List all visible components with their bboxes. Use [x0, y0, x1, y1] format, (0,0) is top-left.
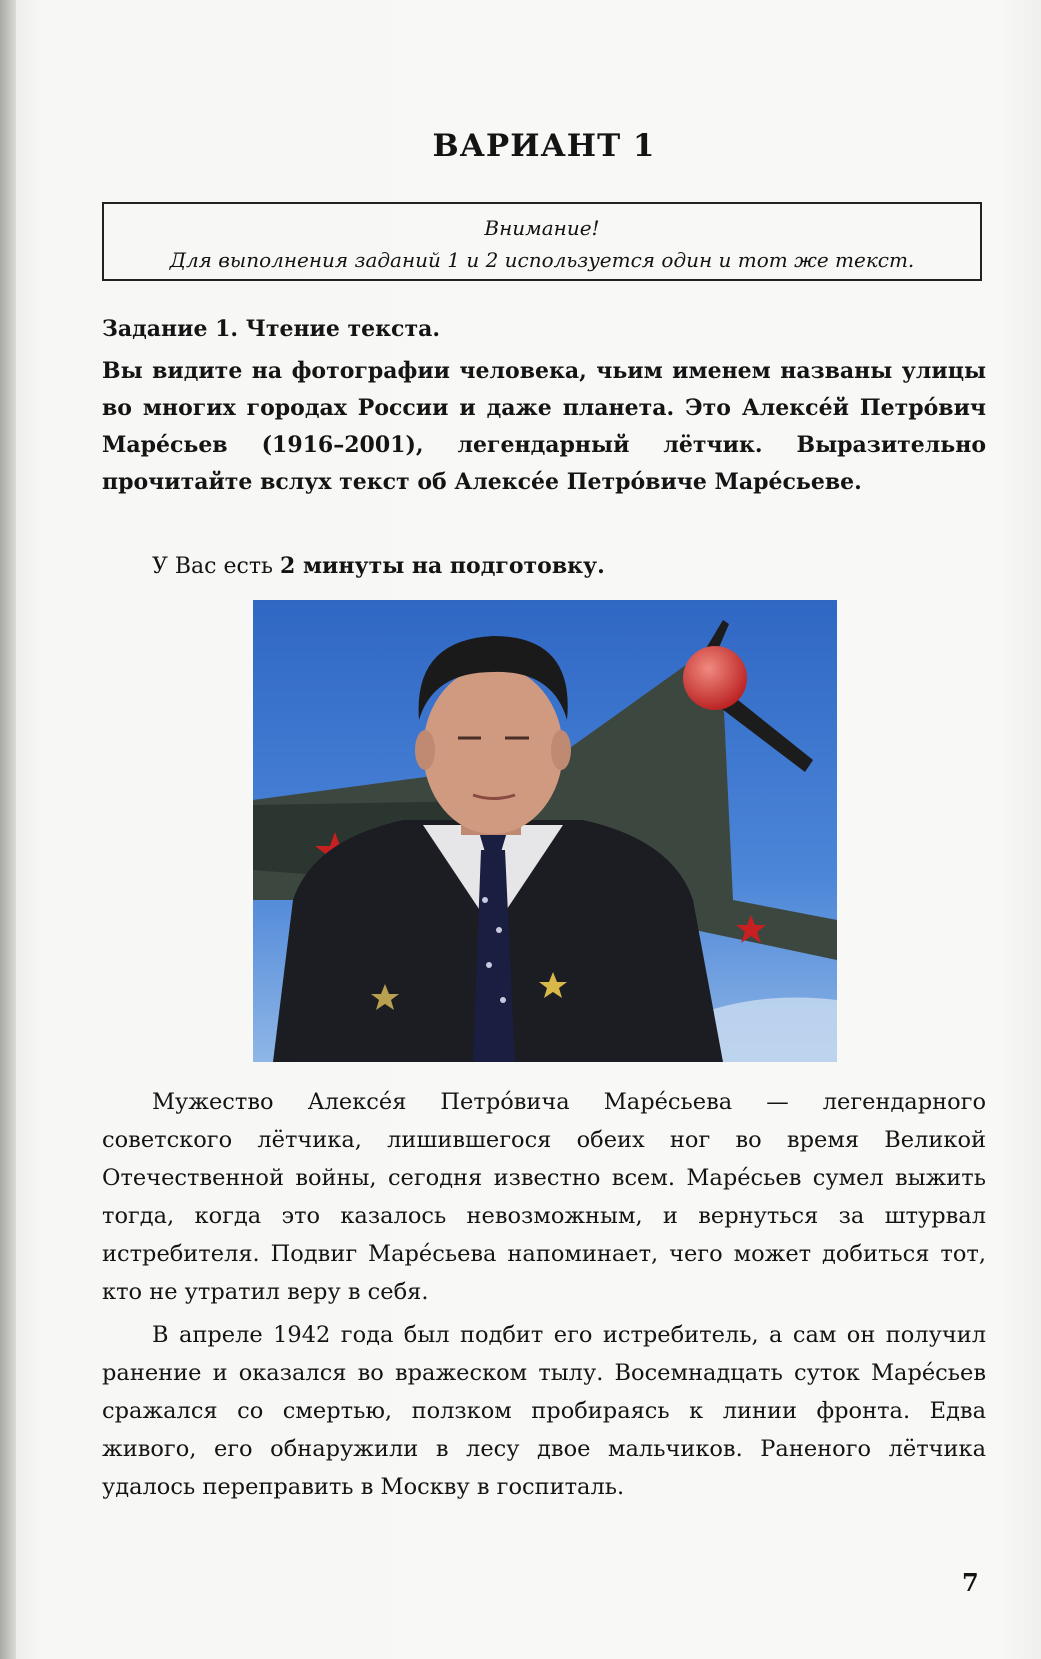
page-number: 7	[962, 1568, 979, 1597]
paragraph-2: В апреле 1942 года был подбит его истребитель, а сам он получил ранение и оказался во вражеском тылу. Восемнадцать суток Маре́сьев сражался со смертью, ползком пробираясь к линии фронта. Едва живого, его обнаружили в лесу двое мальчиков. Раненого лётчика удалось переправить в Москву в госпиталь.	[102, 1322, 986, 1500]
page-title: ВАРИАНТ 1	[432, 128, 656, 164]
notice-box	[102, 202, 982, 281]
task-heading: Задание 1. Чтение текста.	[102, 316, 440, 342]
preparation-time	[152, 553, 605, 579]
paragraph-1: Мужество Алексе́я Петро́вича Маре́сьева — легендарного советского лётчика, лишившегося обеих ног во время Великой Отечественной войны, сегодня известно всем. Маре́сьев сумел выжить тогда, когда это казалось невозможным, и вернуться за штурвал истребителя. Подвиг Маре́сьева напоминает, чего может добиться тот, кто не утратил веру в себя.	[102, 1089, 986, 1305]
notice-heading: Внимание!	[484, 216, 600, 240]
task-instruction: Вы видите на фотографии человека, чьим именем названы улицы во многих городах России и даже планета. Это Алексе́й Петро́вич Маре́сьев (1916–2001), легендарный лётчик. Выразительно прочитайте вслух текст об Алексе́е Петро́виче Маре́сьеве.	[102, 358, 986, 495]
preparation-prefix: У Вас есть	[152, 554, 280, 579]
book-binding-shadow	[0, 0, 16, 1659]
notice-text: Для выполнения заданий 1 и 2 используется один и тот же текст.	[169, 248, 915, 272]
maresyev-photo	[253, 600, 837, 1062]
preparation-duration: 2 минуты на подготовку.	[279, 553, 605, 579]
